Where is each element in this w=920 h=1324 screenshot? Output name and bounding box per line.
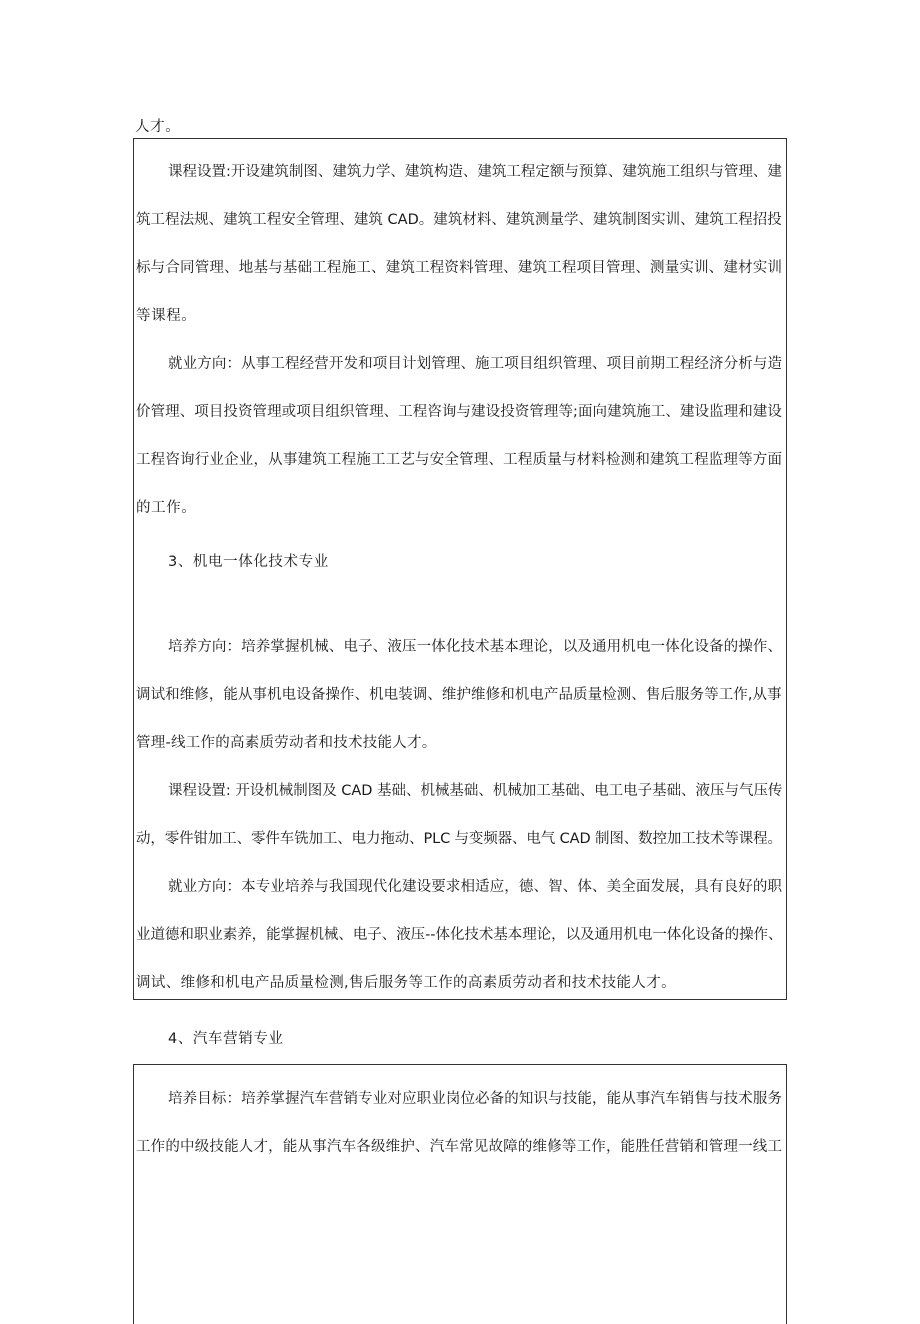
course-setup-line-1: 课程设置:开设建筑制图、建筑力学、建筑构造、建筑工程定额与预算、建筑施工组织与管理、建 <box>168 164 782 180</box>
continuation-line: 人才。 <box>135 119 181 135</box>
employment-line-2: 价管理、项目投资管理或项目组织管理、工程咨询与建设投资管理等;面向建筑施工、建设监理和建设 <box>136 404 782 420</box>
mech-employment-line-3: 调试、维修和机电产品质量检测,售后服务等工作的高素质劳动者和技术技能人才。 <box>136 975 676 991</box>
mech-course-line-2: 动，零件钳加工、零件车铣加工、电力拖动、PLC 与变频器、电气 CAD 制图、数控加工技术等课程。 <box>136 831 782 847</box>
mech-employment-line-1: 就业方向：本专业培养与我国现代化建设要求相适应，德、智、体、美全面发展，具有良好的职 <box>168 879 783 895</box>
employment-line-3: 工程咨询行业企业，从事建筑工程施工工艺与安全管理、工程质量与材料检测和建筑工程监理等方面 <box>136 452 783 468</box>
course-setup-line-2: 筑工程法规、建筑工程安全管理、建筑 CAD。建筑材料、建筑测量学、建筑制图实训、建筑工程招投 <box>136 212 782 228</box>
auto-training-goal-line-1: 培养目标：培养掌握汽车营销专业对应职业岗位必备的知识与技能，能从事汽车销售与技术服务 <box>168 1091 783 1107</box>
auto-training-goal-line-2: 工作的中级技能人才，能从事汽车各级维护、汽车常见故障的维修等工作，能胜任营销和管理一线工 <box>136 1139 783 1155</box>
training-direction-line-1: 培养方向：培养掌握机械、电子、液压一体化技术基本理论，以及通用机电一体化设备的操作、 <box>168 639 783 655</box>
employment-line-4: 的工作。 <box>136 500 197 516</box>
course-setup-line-4: 等课程。 <box>136 308 197 324</box>
training-direction-line-2: 调试和维修，能从事机电设备操作、机电装调、维护维修和机电产品质量检测、售后服务等工作,从事 <box>136 687 782 703</box>
section-4-heading: 4、汽车营销专业 <box>168 1031 284 1047</box>
course-setup-line-3: 标与合同管理、地基与基础工程施工、建筑工程资料管理、建筑工程项目管理、测量实训、建材实训 <box>136 260 783 276</box>
training-direction-line-3: 管理-线工作的高素质劳动者和技术技能人才。 <box>136 735 437 751</box>
mech-course-line-1: 课程设置: 开设机械制图及 CAD 基础、机械基础、机械加工基础、电工电子基础、液压与气压传 <box>168 783 783 799</box>
mech-employment-line-2: 业道德和职业素养，能掌握机械、电子、液压--体化技术基本理论，以及通用机电一体化设备的操作、 <box>136 927 783 943</box>
employment-line-1: 就业方向：从事工程经营开发和项目计划管理、施工项目组织管理、项目前期工程经济分析与造 <box>168 356 783 372</box>
section-3-heading: 3、机电一体化技术专业 <box>168 554 329 570</box>
